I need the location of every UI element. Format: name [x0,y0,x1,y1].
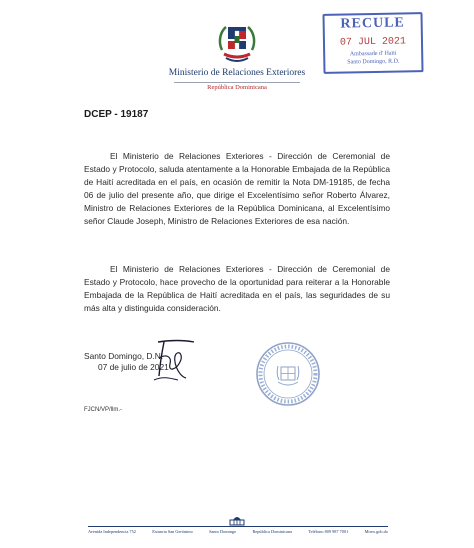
footer-phone: Teléfono 809 987 7001 [308,529,349,534]
place: Santo Domingo, D.N. [84,351,164,361]
footer-divider [88,526,388,527]
document-reference: DCEP - 19187 [84,109,149,120]
country-name: República Dominicana [207,84,267,91]
header-divider [174,82,300,83]
palace-dome-icon [227,514,247,526]
paragraph-1 [84,150,390,228]
stamp-line-1: Ambassade d' Haïti [349,50,397,58]
signature-icon [150,336,198,382]
footer-sector: Estancia San Gerónimo [152,529,193,534]
author-initials: FJCN/VP/llm.- [84,407,122,413]
date: 07 de julio de 2021 [98,362,169,372]
stamp-title: RECULE [340,15,405,32]
ministry-name: Ministerio de Relaciones Exteriores [168,68,306,78]
footer-city: Santo Domingo [209,529,237,534]
paragraph-1-text: El Ministerio de Relaciones Exteriores - Dirección de Ceremonial de Estado y Protocolo, saluda atentamente a la Honorable Embajada de la República de Haití acreditada en el país, en ocasión de remitir la Nota DM-19185, de fecha 06 de julio del presente año, que dirige el Excelentísimo señor Roberto Álvarez, Ministro de Relaciones Exteriores de la República Dominicana, al Excelentísimo señor Claude Joseph, Ministro de Relaciones Exteriores de esa nación. [84,151,390,226]
footer-website-link[interactable]: Mirex.gob.do [364,529,388,534]
paragraph-2 [84,263,390,315]
coat-of-arms-icon [214,20,260,66]
footer-address: Avenida Independencia 752 [88,529,136,534]
round-seal-icon [254,340,322,408]
stamp-date: 07 JUL 2021 [339,36,407,49]
footer-country: República Dominicana [252,529,293,534]
footer [88,529,388,534]
paragraph-2-text: El Ministerio de Relaciones Exteriores - Dirección de Ceremonial de Estado y Protocolo, hace provecho de la oportunidad para reiterar a la Honorable Embajada de la República de Haití acreditada en el país, las seguridades de su más alta y distinguida consideración. [84,264,390,313]
reception-stamp [322,12,423,74]
stamp-line-2: Santo Domingo, R.D. [347,58,400,66]
